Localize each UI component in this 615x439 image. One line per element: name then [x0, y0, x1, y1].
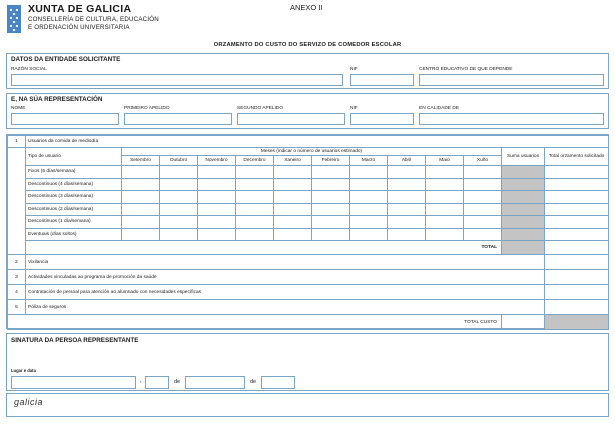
user-type-row [8, 166, 609, 179]
footer-section [6, 393, 609, 417]
month-count-cell[interactable] [312, 166, 350, 179]
segundo-apelido-label: SEGUNDO APELIDO [237, 106, 284, 111]
month-header: Xuño [464, 156, 502, 166]
tipo-usuario-header: Tipo de usuario [26, 148, 122, 166]
month-count-cell[interactable] [350, 166, 388, 179]
month-count-cell[interactable] [426, 216, 464, 229]
month-count-cell[interactable] [274, 216, 312, 229]
month-count-cell[interactable] [426, 228, 464, 241]
razon-social-field[interactable] [11, 74, 343, 86]
user-type-row [8, 191, 609, 204]
item-number: 5 [8, 300, 26, 315]
month-count-cell[interactable] [236, 178, 274, 191]
month-count-cell[interactable] [160, 228, 198, 241]
month-count-cell[interactable] [464, 228, 502, 241]
suma-usuarios-cell[interactable] [502, 203, 545, 216]
month-count-cell[interactable] [464, 216, 502, 229]
total-value-cell[interactable] [502, 241, 545, 255]
meses-header: Meses (indicar o número de usuarios estimado) [122, 148, 502, 156]
month-field[interactable] [185, 376, 245, 389]
total-custo-label: TOTAL CUSTO [8, 315, 502, 330]
item-number: 3 [8, 270, 26, 285]
place-field[interactable] [11, 376, 136, 389]
month-header: Febreiro [312, 156, 350, 166]
month-count-cell[interactable] [426, 166, 464, 179]
month-count-cell[interactable] [198, 216, 236, 229]
month-count-cell[interactable] [312, 216, 350, 229]
month-count-cell[interactable] [198, 178, 236, 191]
cost-item-row [8, 255, 609, 270]
month-count-cell[interactable] [236, 191, 274, 204]
month-count-cell[interactable] [464, 203, 502, 216]
total-orzamento-cell[interactable] [545, 166, 609, 179]
suma-usuarios-cell[interactable] [502, 228, 545, 241]
item-label: Usuarios da comida de mediodía [26, 136, 609, 148]
month-count-cell[interactable] [388, 191, 426, 204]
item-number: 2 [8, 255, 26, 270]
centro-educativo-field[interactable] [419, 74, 604, 86]
month-count-cell[interactable] [274, 228, 312, 241]
user-type-label: Descontinuos (3 días/semana) [26, 191, 122, 204]
user-type-row [8, 203, 609, 216]
calidade-field[interactable] [419, 113, 604, 125]
month-count-cell[interactable] [464, 166, 502, 179]
month-count-cell[interactable] [274, 166, 312, 179]
month-header: Maio [426, 156, 464, 166]
month-count-cell[interactable] [160, 203, 198, 216]
month-count-cell[interactable] [426, 203, 464, 216]
total-orzamento-cell[interactable] [545, 203, 609, 216]
month-count-cell[interactable] [274, 203, 312, 216]
month-header: Outubro [160, 156, 198, 166]
day-field[interactable] [145, 376, 169, 389]
month-count-cell[interactable] [388, 178, 426, 191]
total-custo-value-cell[interactable] [545, 315, 609, 330]
month-header: Novembro [198, 156, 236, 166]
entity-nif-field[interactable] [350, 74, 414, 86]
item-label: Actividades vinculadas ao programa de promoción da saúde [26, 270, 545, 285]
month-count-cell[interactable] [122, 203, 160, 216]
suma-usuarios-cell[interactable] [502, 166, 545, 179]
xunta-shield-icon [6, 4, 22, 34]
month-header: Setembro [122, 156, 160, 166]
month-header: Abril [388, 156, 426, 166]
month-count-cell[interactable] [122, 178, 160, 191]
rep-nif-label: NIF [350, 106, 358, 111]
month-count-cell[interactable] [122, 191, 160, 204]
month-count-cell[interactable] [312, 228, 350, 241]
month-count-cell[interactable] [198, 228, 236, 241]
month-count-cell[interactable] [350, 228, 388, 241]
cost-item-row [8, 285, 609, 300]
cost-item-row [8, 300, 609, 315]
month-count-cell[interactable] [350, 178, 388, 191]
month-count-cell[interactable] [426, 178, 464, 191]
item-label: Vixilancia [26, 255, 545, 270]
segundo-apelido-field[interactable] [237, 113, 345, 125]
nome-label: NOME [11, 106, 26, 111]
annex-label: ANEXO II [290, 3, 323, 12]
user-type-label: Descontinuos (4 días/semana) [26, 178, 122, 191]
representation-section-title: E, NA SÚA REPRESENTACIÓN [11, 96, 103, 103]
month-count-cell[interactable] [198, 166, 236, 179]
user-type-label: Eventuais (días soltos) [26, 228, 122, 241]
month-count-cell[interactable] [236, 228, 274, 241]
total-orzamento-cell[interactable] [545, 228, 609, 241]
org-department-line2: E ORDENACIÓN UNIVERSITARIA [28, 24, 130, 31]
item-value-cell[interactable] [545, 255, 609, 270]
month-count-cell[interactable] [198, 191, 236, 204]
document-title: ORZAMENTO DO CUSTO DO SERVIZO DE COMEDOR ESCOLAR [213, 42, 402, 48]
comma-separator: , [140, 378, 142, 384]
user-type-label: Descontinuos (2 días/semana) [26, 203, 122, 216]
month-count-cell[interactable] [160, 166, 198, 179]
suma-usuarios-cell[interactable] [502, 216, 545, 229]
cost-table [7, 135, 609, 330]
month-count-cell[interactable] [464, 178, 502, 191]
razon-social-label: RAZÓN SOCIAL [11, 67, 47, 72]
centro-educativo-label: CENTRO EDUCATIVO DE QUE DEPENDE [419, 67, 513, 72]
month-count-cell[interactable] [274, 191, 312, 204]
month-count-cell[interactable] [122, 228, 160, 241]
month-count-cell[interactable] [312, 178, 350, 191]
representation-section [6, 93, 609, 129]
month-count-cell[interactable] [350, 191, 388, 204]
suma-usuarios-cell[interactable] [502, 178, 545, 191]
total-orzamento-cell[interactable] [545, 178, 609, 191]
place-date-label: Lugar e data [11, 368, 36, 373]
item-value-cell[interactable] [545, 270, 609, 285]
month-header: Decembro [236, 156, 274, 166]
user-type-row [8, 178, 609, 191]
month-header: Xaneiro [274, 156, 312, 166]
entity-section-title: DATOS DA ENTIDADE SOLICITANTE [11, 56, 121, 63]
month-count-cell[interactable] [350, 203, 388, 216]
month-count-cell[interactable] [160, 216, 198, 229]
item-value-cell[interactable] [545, 285, 609, 300]
month-count-cell[interactable] [350, 216, 388, 229]
month-count-cell[interactable] [236, 203, 274, 216]
total-label: TOTAL [26, 241, 502, 255]
user-type-row [8, 216, 609, 229]
signature-section [6, 333, 609, 391]
month-count-cell[interactable] [160, 178, 198, 191]
primeiro-apelido-field[interactable] [124, 113, 232, 125]
entity-section [6, 53, 609, 89]
de-label-1: de [174, 379, 181, 385]
total-orzamento-cell[interactable] [545, 191, 609, 204]
cost-section [6, 134, 609, 329]
nome-field[interactable] [11, 113, 119, 125]
suma-usuarios-header: Suma usuarios [502, 148, 545, 166]
page-header [0, 0, 615, 40]
item-label: Contratación de persoal para atención ao alumnado con necesidades específicas [26, 285, 545, 300]
item-number: 4 [8, 285, 26, 300]
rep-nif-field[interactable] [350, 113, 414, 125]
year-field[interactable] [261, 376, 295, 389]
signature-section-title: SINATURA DA PERSOA REPRESENTANTE [11, 337, 139, 344]
user-type-label: Descontinuos (1 día/semana) [26, 216, 122, 229]
month-count-cell[interactable] [198, 203, 236, 216]
month-count-cell[interactable] [312, 203, 350, 216]
user-type-row [8, 228, 609, 241]
galicia-logo: galicia [14, 397, 44, 407]
org-department-line1: CONSELLERÍA DE CULTURA, EDUCACIÓN [28, 16, 159, 23]
item-number: 1 [8, 136, 26, 148]
total-orzamento-header: Total orzamento solicitado [545, 148, 609, 166]
user-type-label: Fixos (5 días/semana) [26, 166, 122, 179]
month-count-cell[interactable] [388, 166, 426, 179]
primeiro-apelido-label: PRIMEIRO APELIDO [124, 106, 170, 111]
org-name: XUNTA DE GALICIA [28, 3, 132, 15]
suma-usuarios-cell[interactable] [502, 191, 545, 204]
month-count-cell[interactable] [388, 228, 426, 241]
de-label-2: de [250, 379, 257, 385]
month-count-cell[interactable] [426, 191, 464, 204]
entity-nif-label: NIF [350, 67, 358, 72]
item-value-cell[interactable] [545, 300, 609, 315]
month-count-cell[interactable] [312, 191, 350, 204]
month-count-cell[interactable] [160, 191, 198, 204]
cost-item-row [8, 270, 609, 285]
total-orzamento-cell[interactable] [545, 216, 609, 229]
month-count-cell[interactable] [236, 166, 274, 179]
month-count-cell[interactable] [388, 203, 426, 216]
month-header: Marzo [350, 156, 388, 166]
month-count-cell[interactable] [388, 216, 426, 229]
month-count-cell[interactable] [122, 166, 160, 179]
month-count-cell[interactable] [236, 216, 274, 229]
calidade-label: EN CALIDADE DE [419, 106, 459, 111]
month-count-cell[interactable] [274, 178, 312, 191]
item-label: Póliza de seguros [26, 300, 545, 315]
month-count-cell[interactable] [122, 216, 160, 229]
month-count-cell[interactable] [464, 191, 502, 204]
